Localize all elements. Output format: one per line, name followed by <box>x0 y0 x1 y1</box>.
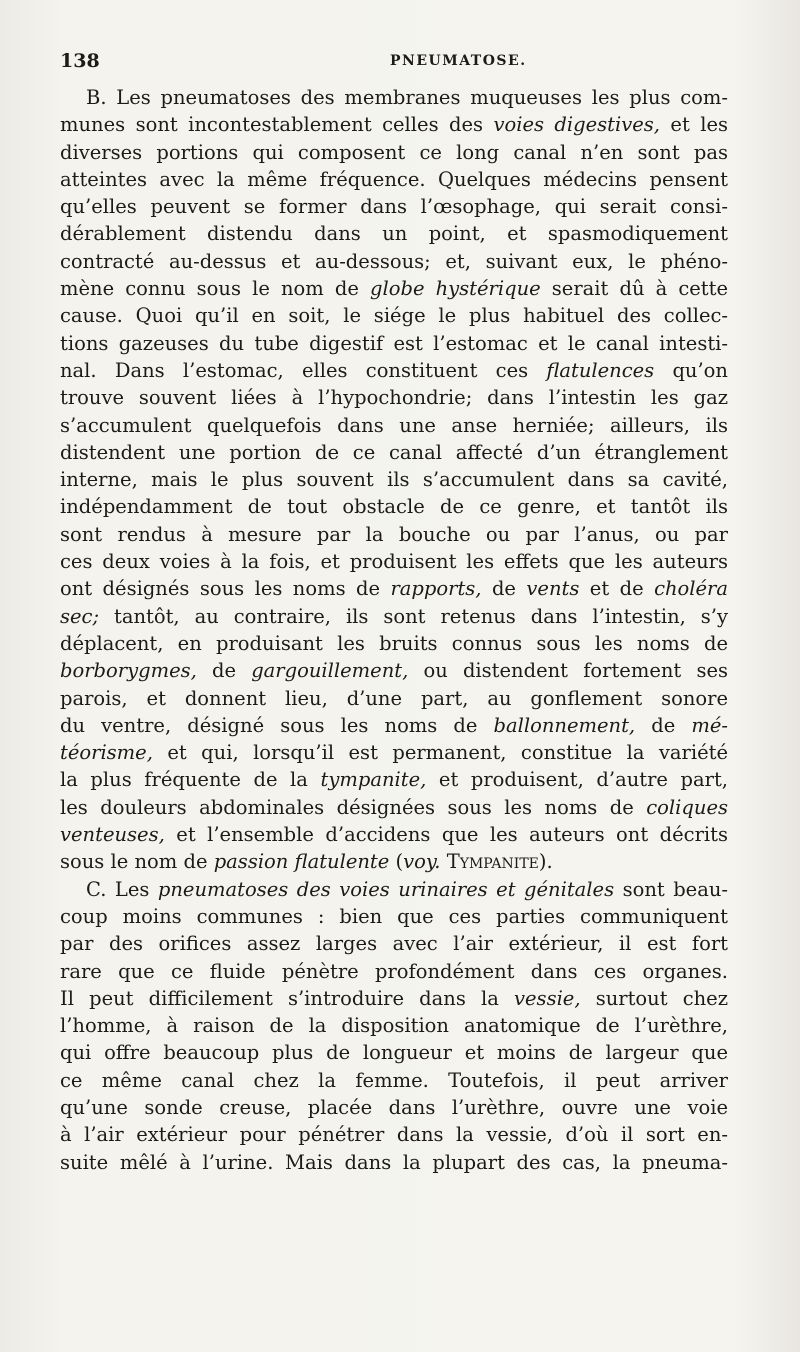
text-segment: serait dû à cette <box>540 277 729 301</box>
text-line <box>60 958 728 985</box>
text-line <box>60 712 728 739</box>
text-line <box>60 357 728 384</box>
text-line <box>60 794 728 821</box>
text-segment: ont désignés sous les noms de <box>60 577 391 601</box>
text-line <box>60 766 728 793</box>
text-line <box>60 412 728 439</box>
text-segment: ( <box>389 850 404 874</box>
text-segment: par des orifices assez larges avec l’air extérieur, il est fort <box>60 932 728 956</box>
text-line <box>60 1121 728 1148</box>
text-segment: à l’air extérieur pour pénétrer dans la vessie, d’où il sort en- <box>60 1123 728 1147</box>
text-line <box>60 521 728 548</box>
text-line <box>60 685 728 712</box>
text-segment: surtout chez <box>580 986 728 1010</box>
text-segment: tions gazeuses du tube digestif est l’estomac et le canal intesti- <box>60 331 728 355</box>
text-line <box>60 275 728 302</box>
italic-text: téorisme, <box>60 741 153 765</box>
text-line <box>60 439 728 466</box>
text-line <box>60 139 728 166</box>
text-line <box>60 657 728 684</box>
text-segment: qu’elles peuvent se former dans l’œsophage, qui serait consi- <box>60 195 728 219</box>
text-line <box>60 84 728 111</box>
text-line <box>60 1149 728 1176</box>
text-line <box>60 1094 728 1121</box>
italic-text: coliques <box>646 795 728 819</box>
text-line <box>60 848 728 875</box>
text-segment: distendent une portion de ce canal affecté d’un étranglement <box>60 440 728 464</box>
text-line <box>60 248 728 275</box>
italic-text: rapports, <box>390 577 482 601</box>
text-segment: de <box>635 713 692 737</box>
text-line <box>60 876 728 903</box>
text-segment: et qui, lorsqu’il est permanent, constitue la variété <box>152 741 728 765</box>
text-line <box>60 493 728 520</box>
text-line <box>60 985 728 1012</box>
italic-text: tympanite, <box>320 768 427 792</box>
text-segment: ce même canal chez la femme. Toutefois, il peut arriver <box>60 1068 728 1092</box>
italic-text: choléra <box>654 577 729 601</box>
italic-text: globe hystérique <box>370 277 541 301</box>
text-line <box>60 575 728 602</box>
body-text <box>60 84 728 1176</box>
text-segment: suite mêlé à l’urine. Mais dans la plupart des cas, la pneuma- <box>60 1150 728 1174</box>
text-line <box>60 821 728 848</box>
italic-text: sec; <box>60 604 100 628</box>
text-segment: ou distendent fortement ses <box>408 659 728 683</box>
italic-text: mé- <box>691 713 728 737</box>
text-line <box>60 466 728 493</box>
italic-text: vents <box>526 577 580 601</box>
text-segment: s’accumulent quelquefois dans une anse herniée; ailleurs, ils <box>60 413 728 437</box>
italic-text: gargouillement, <box>251 659 409 683</box>
text-segment: parois, et donnent lieu, d’une part, au gonflement sonore <box>60 686 728 710</box>
text-segment: dérablement distendu dans un point, et spasmodiquement <box>60 222 728 246</box>
italic-text: borborygmes, <box>60 659 197 683</box>
page-number: 138 <box>60 50 100 72</box>
italic-text: passion flatulente <box>213 850 390 874</box>
text-segment: l’homme, à raison de la disposition anatomique de l’urèthre, <box>60 1014 728 1038</box>
italic-text: venteuses, <box>60 823 165 847</box>
text-line <box>60 220 728 247</box>
text-segment: cause. Quoi qu’il en soit, le siége le plus habituel des collec- <box>60 304 728 328</box>
text-segment: munes sont incontestablement celles des <box>60 113 494 137</box>
text-segment: tantôt, au contraire, ils sont retenus dans l’intestin, s’y <box>99 604 728 628</box>
text-segment: déplacent, en produisant les bruits connus sous les noms de <box>60 631 728 655</box>
text-segment: qu’une sonde creuse, placée dans l’urèthre, ouvre une voie <box>60 1095 728 1119</box>
text-line <box>60 739 728 766</box>
text-segment: sont rendus à mesure par la bouche ou par l’anus, ou par <box>60 522 728 546</box>
text-segment: et les <box>660 113 728 137</box>
text-segment: de <box>481 577 527 601</box>
italic-text: ballonnement, <box>493 713 636 737</box>
text-line <box>60 1067 728 1094</box>
text-line <box>60 930 728 957</box>
small-caps-text: Tympanite <box>446 850 539 874</box>
running-head: PNEUMATOSE. <box>390 53 527 69</box>
text-segment: diverses portions qui composent ce long canal n’en sont pas <box>60 140 728 164</box>
text-segment: sont beau- <box>614 877 728 901</box>
text-segment: qu’on <box>654 358 728 382</box>
text-segment: et produisent, d’autre part, <box>426 768 728 792</box>
text-line <box>60 630 728 657</box>
text-segment: et de <box>579 577 655 601</box>
italic-text: voy. <box>403 850 441 874</box>
text-segment: ). <box>538 850 553 874</box>
text-segment: qui offre beaucoup plus de longueur et moins de largeur que <box>60 1041 728 1065</box>
text-line <box>60 1039 728 1066</box>
text-segment: indépendamment de tout obstacle de ce genre, et tantôt ils <box>60 495 728 519</box>
text-segment: C. Les <box>86 877 158 901</box>
text-line <box>60 193 728 220</box>
text-segment: ces deux voies à la fois, et produisent les effets que les auteurs <box>60 550 728 574</box>
text-segment: rare que ce fluide pénètre profondément dans ces organes. <box>60 959 728 983</box>
text-segment: Il peut difficilement s’introduire dans la <box>60 986 514 1010</box>
text-segment: la plus fréquente de la <box>60 768 321 792</box>
text-segment: du ventre, désigné sous les noms de <box>60 713 494 737</box>
page-header <box>60 50 728 74</box>
italic-text: voies digestives, <box>493 113 660 137</box>
text-segment: sous le nom de <box>60 850 214 874</box>
text-line <box>60 166 728 193</box>
text-segment: nal. Dans l’estomac, elles constituent ces <box>60 358 547 382</box>
text-line <box>60 111 728 138</box>
text-segment: les douleurs abdominales désignées sous les noms de <box>60 795 647 819</box>
text-line <box>60 603 728 630</box>
text-line <box>60 330 728 357</box>
text-line <box>60 548 728 575</box>
text-segment: coup moins communes : bien que ces parties communiquent <box>60 904 728 928</box>
text-segment: de <box>196 659 252 683</box>
text-segment: trouve souvent liées à l’hypochondrie; dans l’intestin les gaz <box>60 386 728 410</box>
text-segment: atteintes avec la même fréquence. Quelques médecins pensent <box>60 167 728 191</box>
italic-text: flatulences <box>546 358 655 382</box>
italic-text: pneumatoses des voies urinaires et génitales <box>157 877 615 901</box>
text-line <box>60 384 728 411</box>
text-line <box>60 1012 728 1039</box>
text-line <box>60 302 728 329</box>
text-segment: mène connu sous le nom de <box>60 277 370 301</box>
text-line <box>60 903 728 930</box>
text-segment: B. Les pneumatoses des membranes muqueuses les plus com- <box>86 86 728 109</box>
text-segment: interne, mais le plus souvent ils s’accumulent dans sa cavité, <box>60 468 728 492</box>
text-segment: et l’ensemble d’accidens que les auteurs ont décrits <box>164 823 728 847</box>
italic-text: vessie, <box>514 986 581 1010</box>
text-segment: contracté au-dessus et au-dessous; et, suivant eux, le phéno- <box>60 249 728 273</box>
